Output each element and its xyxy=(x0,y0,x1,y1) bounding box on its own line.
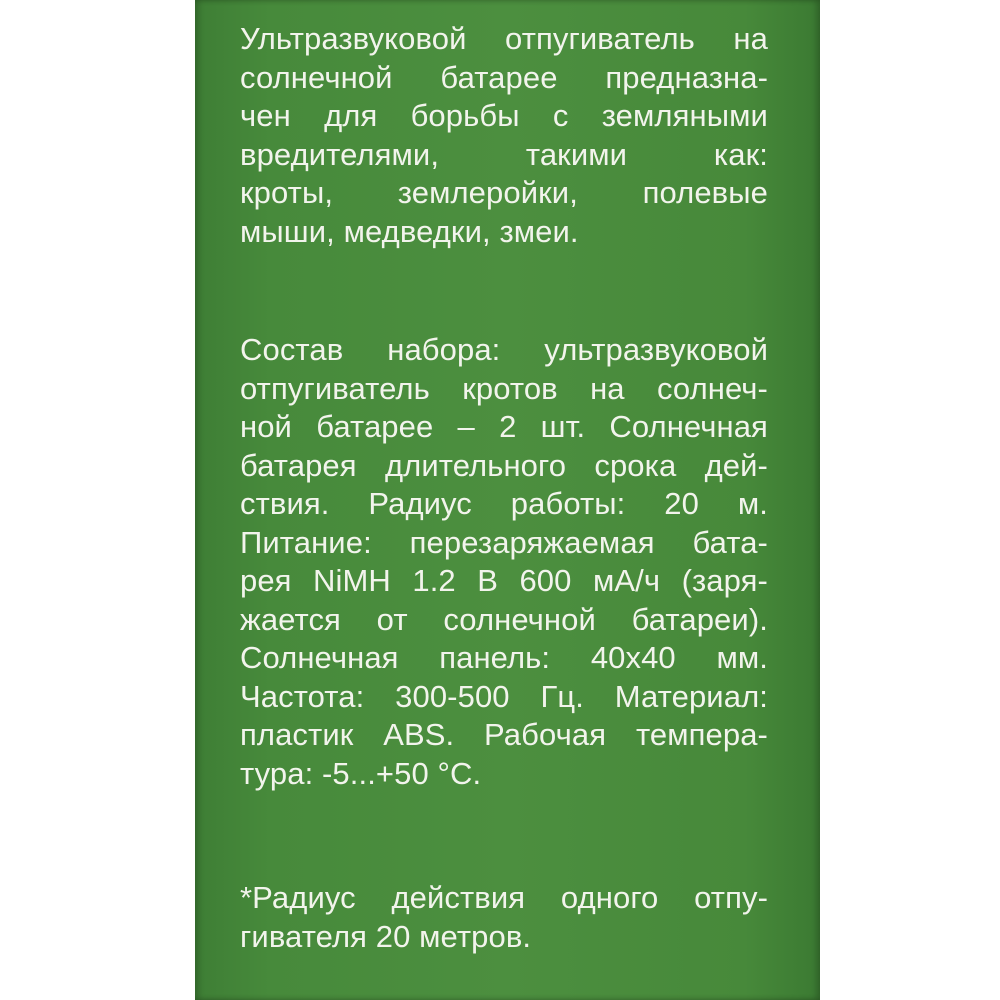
word: рея xyxy=(240,563,292,598)
text-line xyxy=(240,408,768,447)
word: пластик xyxy=(240,717,354,752)
word: Радиус xyxy=(368,486,472,521)
word: 20 xyxy=(664,486,699,521)
word: отпугиватель xyxy=(505,21,695,56)
description-paragraph xyxy=(240,20,768,251)
word: длительного xyxy=(384,447,567,483)
text-line xyxy=(240,678,768,717)
text-line xyxy=(240,370,768,409)
word: для xyxy=(324,98,378,133)
word: 2 xyxy=(499,409,517,444)
word: земляными xyxy=(601,98,768,133)
word: (заря- xyxy=(681,563,768,598)
word: 600 xyxy=(519,563,572,598)
word: 1.2 xyxy=(412,563,456,598)
word: тура: -5...+50 °C. xyxy=(240,755,482,791)
text-line xyxy=(240,485,768,524)
word: одного xyxy=(560,880,659,915)
text-line xyxy=(240,136,768,175)
word: солнечной xyxy=(240,59,393,95)
word: работы: xyxy=(510,486,626,521)
word: батарее xyxy=(440,59,558,95)
word: Солнечная xyxy=(240,640,399,675)
word: на xyxy=(590,370,625,406)
word: такими xyxy=(525,136,628,172)
word: перезаряжаемая xyxy=(409,524,655,560)
word: 40x40 xyxy=(590,640,676,675)
text-line xyxy=(240,639,768,678)
word: батарее xyxy=(316,409,434,444)
word: – xyxy=(457,409,475,444)
word: Рабочая xyxy=(484,717,607,752)
word: чен xyxy=(240,98,291,133)
word: ABS. xyxy=(383,717,455,752)
word: землеройки, xyxy=(397,175,578,210)
word: кроты, xyxy=(240,175,334,210)
text-line xyxy=(240,879,768,918)
word: ной xyxy=(240,409,292,444)
word: мм. xyxy=(716,640,768,675)
word: солнеч- xyxy=(656,370,768,406)
word: темпера- xyxy=(635,717,768,752)
word: полевые xyxy=(642,175,768,210)
word: действия xyxy=(391,880,526,915)
word: предназна- xyxy=(605,59,768,95)
word: мА/ч xyxy=(592,563,661,598)
word: кротов xyxy=(462,370,558,406)
word: NiMH xyxy=(313,563,391,598)
word: ультразвуковой xyxy=(544,332,768,367)
text-line xyxy=(240,755,768,794)
word: Частота: xyxy=(240,678,365,714)
word: Гц. xyxy=(540,678,584,714)
word: 300-500 xyxy=(395,678,510,714)
word: Солнечная xyxy=(609,409,768,444)
word: борьбы xyxy=(410,98,520,133)
text-line xyxy=(240,716,768,755)
text-line xyxy=(240,601,768,640)
word: срока xyxy=(594,447,677,483)
word: вредителями, xyxy=(240,136,440,172)
word: шт. xyxy=(540,409,586,444)
text-line xyxy=(240,331,768,370)
text-line xyxy=(240,447,768,486)
word: мыши, медведки, змеи. xyxy=(240,213,579,249)
text-line xyxy=(240,59,768,98)
word: от xyxy=(376,601,408,637)
word: В xyxy=(477,563,499,598)
word: солнечной xyxy=(443,601,596,637)
word: батарея xyxy=(240,447,357,483)
footnote-paragraph xyxy=(240,879,768,956)
word: панель: xyxy=(439,640,551,675)
word: набора: xyxy=(387,332,501,367)
text-line xyxy=(240,174,768,213)
word: отпугиватель xyxy=(240,370,430,406)
word: на xyxy=(733,21,768,56)
word: Ультразвуковой xyxy=(240,21,467,56)
word: Состав xyxy=(240,332,344,367)
word: как: xyxy=(713,136,768,172)
word: *Радиус xyxy=(240,880,356,915)
word: отпу- xyxy=(694,880,768,915)
word: м. xyxy=(737,486,768,521)
text-line xyxy=(240,524,768,563)
word: жается xyxy=(240,601,341,637)
text-line xyxy=(240,213,768,252)
text-line xyxy=(240,20,768,59)
word: ствия. xyxy=(240,486,330,521)
text-line xyxy=(240,97,768,136)
text-line xyxy=(240,562,768,601)
text-line xyxy=(240,918,768,957)
word: Материал: xyxy=(614,678,768,714)
word: Питание: xyxy=(240,524,372,560)
word: с xyxy=(552,98,569,133)
word: дей- xyxy=(704,447,768,483)
word: бата- xyxy=(692,524,768,560)
word: гивателя 20 метров. xyxy=(240,918,532,954)
word: батареи). xyxy=(631,601,768,637)
specifications-paragraph xyxy=(240,331,768,793)
